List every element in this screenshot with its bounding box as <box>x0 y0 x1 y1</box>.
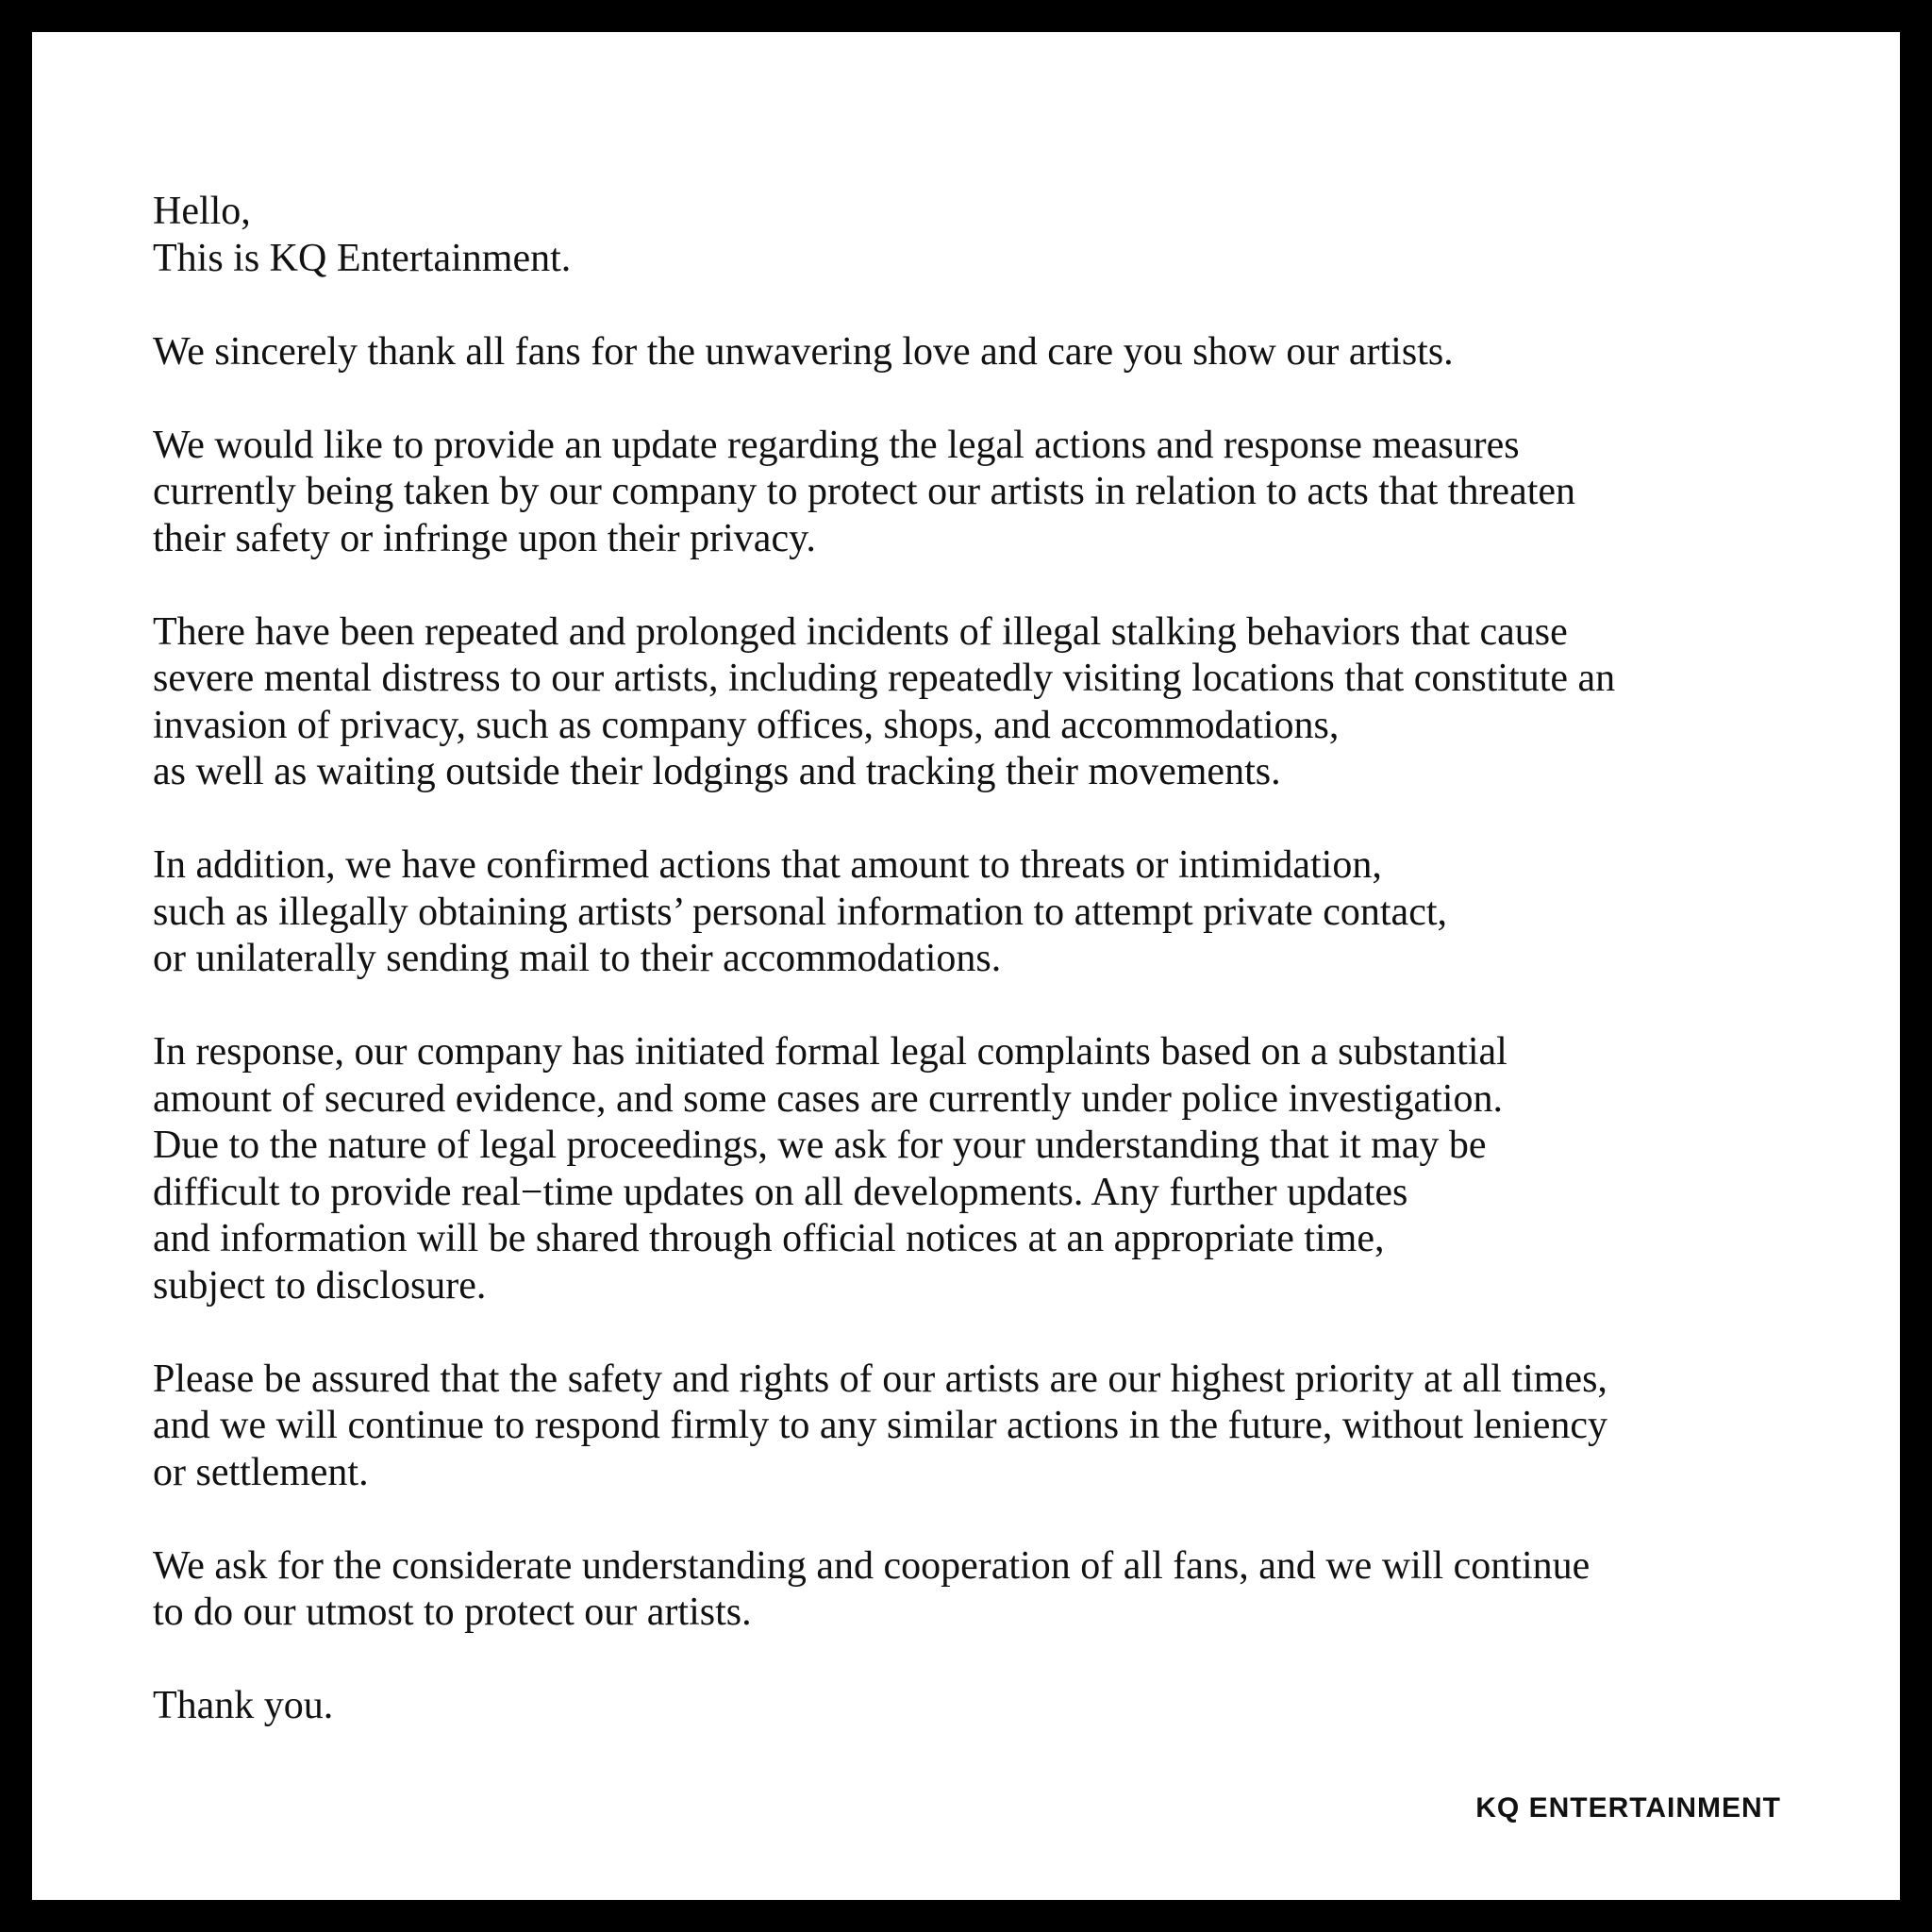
paragraph-line: subject to disclosure. <box>153 1263 487 1307</box>
paragraph-line: and we will continue to respond firmly to any similar actions in the future, without leniency <box>153 1404 1607 1447</box>
paragraph-stalking <box>153 609 1832 796</box>
letter-body <box>153 189 1832 1776</box>
paragraph-line: and information will be shared through official notices at an appropriate time, <box>153 1217 1385 1260</box>
company-logo: KQ ENTERTAINMENT <box>1475 1792 1781 1824</box>
paragraph-line: We sincerely thank all fans for the unwavering love and care you show our artists. <box>153 329 1454 374</box>
notice-card <box>32 32 1900 1900</box>
paragraph-line: Due to the nature of legal proceedings, we ask for your understanding that it may be <box>153 1124 1487 1167</box>
paragraph-line: amount of secured evidence, and some cases are currently under police investigation. <box>153 1076 1503 1121</box>
paragraph-legal-response <box>153 1029 1832 1309</box>
paragraph-line: invasion of privacy, such as company offices, shops, and accommodations, <box>153 703 1340 747</box>
paragraph-line: or settlement. <box>153 1450 369 1494</box>
paragraph-threats <box>153 842 1832 983</box>
paragraph-line: such as illegally obtaining artists’ personal information to attempt private contact, <box>153 890 1448 934</box>
paragraph-line: as well as waiting outside their lodgings and tracking their movements. <box>153 750 1281 793</box>
paragraph-line: In addition, we have confirmed actions that amount to threats or intimidation, <box>153 843 1382 887</box>
closing <box>153 1683 1832 1730</box>
paragraph-assurance <box>153 1357 1832 1497</box>
paragraph-line: Please be assured that the safety and rights of our artists are our highest priority at all times, <box>153 1357 1607 1401</box>
paragraph-line: We would like to provide an update regarding the legal actions and response measures <box>153 423 1520 467</box>
paragraph-update <box>153 423 1832 563</box>
paragraph-line: We ask for the considerate understanding and cooperation of all fans, and we will continue <box>153 1543 1591 1588</box>
closing-line: Thank you. <box>153 1684 334 1727</box>
paragraph-line: There have been repeated and prolonged incidents of illegal stalking behaviors that cause <box>153 609 1568 654</box>
greeting-line: This is KQ Entertainment. <box>153 236 572 280</box>
paragraph-request <box>153 1543 1832 1637</box>
paragraph-line: to do our utmost to protect our artists. <box>153 1591 752 1634</box>
paragraph-line: their safety or infringe upon their privacy. <box>153 516 816 560</box>
paragraph-line: currently being taken by our company to protect our artists in relation to acts that threaten <box>153 470 1576 513</box>
greeting-line: Hello, <box>153 190 251 233</box>
paragraph-line: In response, our company has initiated formal legal complaints based on a substantial <box>153 1030 1507 1074</box>
paragraph-thanks <box>153 329 1832 376</box>
paragraph-line: severe mental distress to our artists, including repeatedly visiting locations that constitute an <box>153 657 1616 700</box>
paragraph-line: or unilaterally sending mail to their accommodations. <box>153 937 1002 980</box>
paragraph-line: difficult to provide real−time updates on all developments. Any further updates <box>153 1170 1408 1214</box>
greeting <box>153 189 1832 282</box>
